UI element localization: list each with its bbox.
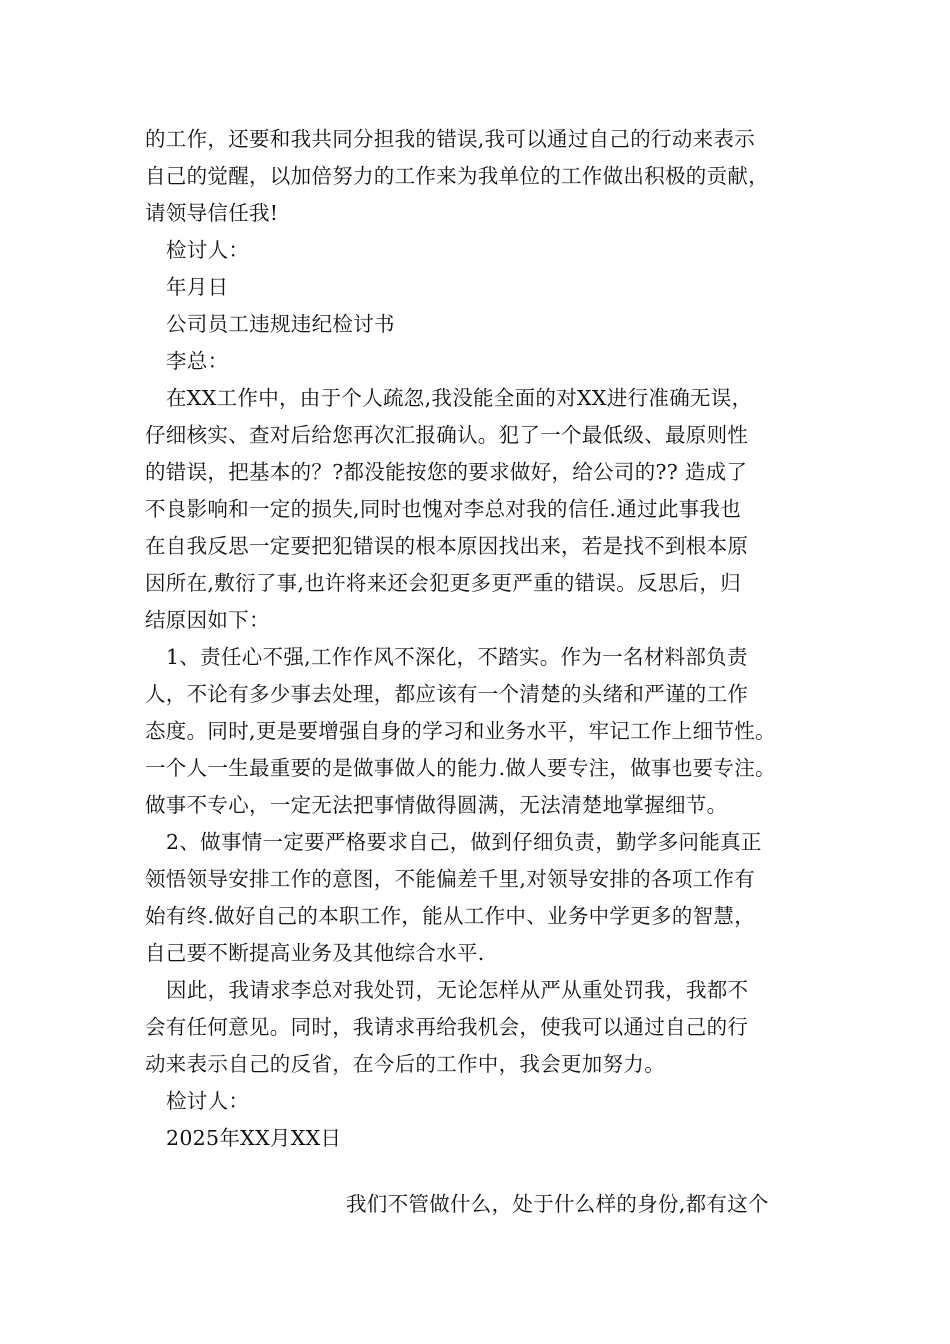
body-text-line: 会有任何意见。同时，我请求再给我机会，使我可以通过自己的行 bbox=[145, 1015, 749, 1039]
signature-label: 检讨人： bbox=[166, 238, 250, 262]
section-title: 公司员工违规违纪检讨书 bbox=[166, 312, 395, 336]
body-text-line: 结原因如下： bbox=[145, 608, 270, 632]
body-text-line: 的工作，还要和我共同分担我的错误,我可以通过自己的行动来表示 bbox=[145, 127, 756, 151]
salutation: 李总： bbox=[166, 349, 229, 373]
date-line: 2025年XX月XX日 bbox=[166, 1126, 342, 1150]
body-text-line: 的错误，把基本的？?都没能按您的要求做好，给公司的?? 造成了 bbox=[145, 460, 748, 484]
body-text-line: 自己的觉醒，以加倍努力的工作来为我单位的工作做出积极的贡献， bbox=[145, 164, 769, 188]
body-text-line: 动来表示自己的反省，在今后的工作中，我会更加努力。 bbox=[145, 1052, 665, 1076]
body-text-line: 做事不专心，一定无法把事情做得圆满，无法清楚地掌握细节。 bbox=[145, 793, 728, 817]
body-text-line: 在自我反思一定要把犯错误的根本原因找出来，若是找不到根本原 bbox=[145, 534, 749, 558]
body-text-line: 始有终.做好自己的本职工作，能从工作中、业务中学更多的智慧， bbox=[145, 904, 756, 928]
signature-label: 检讨人： bbox=[166, 1089, 250, 1113]
body-text-line: 自己要不断提高业务及其他综合水平. bbox=[145, 941, 485, 965]
list-item-1-line: 1、责任心不强,工作作风不深化，不踏实。作为一名材料部负责 bbox=[166, 645, 748, 669]
body-text-line: 一个人一生最重要的是做事做人的能力.做人要专注，做事也要专注。 bbox=[145, 756, 776, 780]
body-text-line: 领悟领导安排工作的意图，不能偏差千里,对领导安排的各项工作有 bbox=[145, 867, 756, 891]
body-text-line: 人，不论有多少事去处理，都应该有一个清楚的头绪和严谨的工作 bbox=[145, 682, 749, 706]
list-item-2-line: 2、做事情一定要严格要求自己，做到仔细负责，勤学多问能真正 bbox=[166, 830, 762, 854]
body-text-line: 因所在,敷衍了事,也许将来还会犯更多更严重的错误。反思后，归 bbox=[145, 571, 742, 595]
body-text-line: 在XX工作中，由于个人疏忽,我没能全面的对XX进行准确无误， bbox=[166, 386, 753, 410]
body-text-line: 请领导信任我! bbox=[145, 201, 279, 225]
body-text-line: 不良影响和一定的损失,同时也愧对李总对我的信任.通过此事我也 bbox=[145, 497, 742, 521]
body-text-line: 因此，我请求李总对我处罚，无论怎样从严从重处罚我，我都不 bbox=[166, 978, 749, 1002]
footer-text-line: 我们不管做什么，处于什么样的身份,都有这个 bbox=[346, 1192, 769, 1216]
body-text-line: 仔细核实、查对后给您再次汇报确认。犯了一个最低级、最原则性 bbox=[145, 423, 749, 447]
date-label: 年月日 bbox=[166, 275, 229, 299]
body-text-line: 态度。同时,更是要增强自身的学习和业务水平，牢记工作上细节性。 bbox=[145, 719, 776, 743]
